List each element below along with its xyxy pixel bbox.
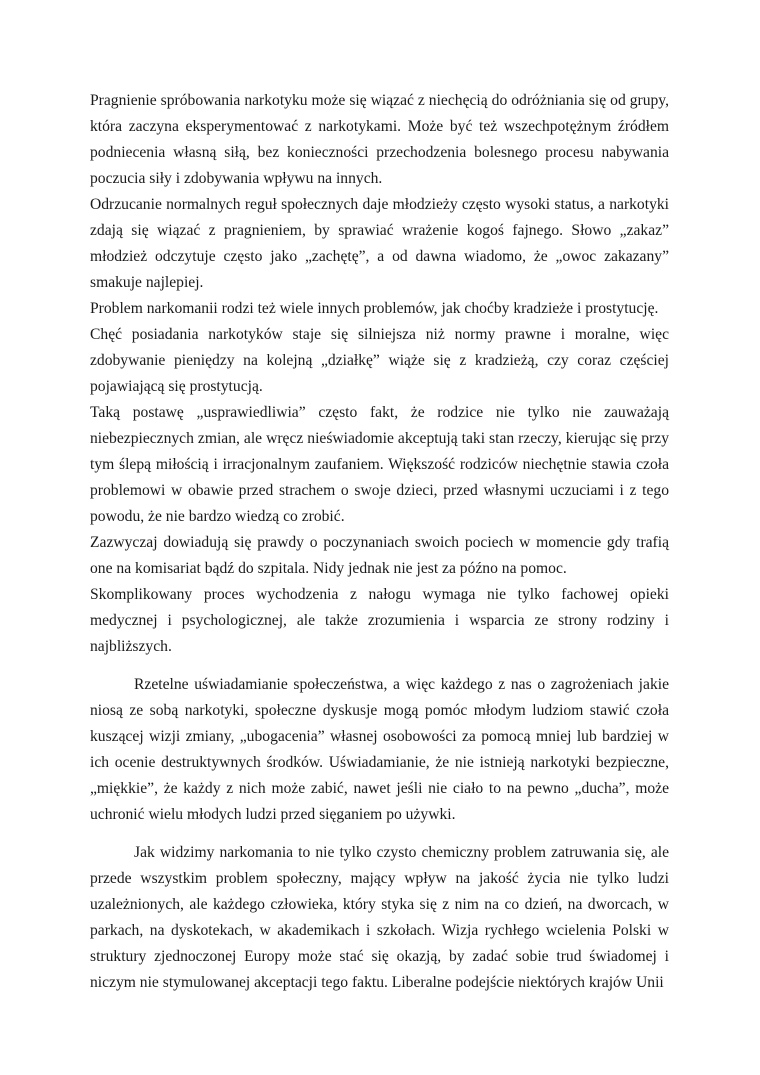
paragraph-education: Rzetelne uświadamianie społeczeństwa, a więc każdego z nas o zagrożeniach jakie niosą ze sobą narkotyki, społeczne dyskusje mogą pomóc młodym ludziom stawić czoła kuszącej wizji zmiany, „ubogacenia” własnej osobowości za pomocą mniej lub bardziej w ich ocenie destruktywnych środków. Uświadamianie, że nie istnieją narkotyki bezpieczne, „miękkie”, że każdy z nich może zabić, nawet jeśli nie ciało to na pewno „ducha”, może uchronić wielu młodych ludzi przed sięganiem po używki.: [90, 676, 669, 823]
paragraph-desire: Pragnienie spróbowania narkotyku może się wiązać z niechęcią do odróżniania się od grupy, która zaczyna eksperymentować z narkotykami. Może być też wszechpotężnym źródłem podniecenia własną siłą, bez konieczności przechodzenia bolesnego procesu nabywania poczucia siły i zdobywania wpływu na innych.: [90, 92, 669, 187]
paragraph-other-problems: Problem narkomanii rodzi też wiele innych problemów, jak choćby kradzieże i prostytucję.: [90, 300, 659, 317]
paragraph-social-rules: Odrzucanie normalnych reguł społecznych daje młodzieży często wysoki status, a narkotyki zdają się wiązać z pragnieniem, by sprawiać wrażenie kogoś fajnego. Słowo „zakaz” młodzież odczytuje często jako „zachętę”, a od dawna wiadomo, że „owoc zakazany” smakuje najlepiej.: [90, 196, 669, 291]
paragraph-parents: Taką postawę „usprawiedliwia” często fakt, że rodzice nie tylko nie zauważają niebezpiecznych zmian, ale wręcz nieświadomie akceptują taki stan rzeczy, kierując się przy tym ślepą miłością i irracjonalnym zaufaniem. Większość rodziców niechętnie stawia czoła problemowi w obawie przed strachem o swoje dzieci, przed własnymi uczuciami i z tego powodu, że nie bardzo wiedzą co zrobić.: [90, 404, 669, 525]
paragraph-theft: Chęć posiadania narkotyków staje się silniejsza niż normy prawne i moralne, więc zdobywanie pieniędzy na kolejną „działkę” wiąże się z kradzieżą, czy coraz częściej pojawiającą się prostytucją.: [90, 326, 669, 395]
paragraph-social-problem: Jak widzimy narkomania to nie tylko czysto chemiczny problem zatruwania się, ale przede wszystkim problem społeczny, mający wpływ na jakość życia nie tylko ludzi uzależnionych, ale każdego człowieka, który styka się z nim na co dzień, na dworcach, w parkach, na dyskotekach, w akademikach i szkołach. Wizja rychłego wcielenia Polski w struktury zjednoczonej Europy może stać się okazją, by zadać sobie trud świadomej i niczym nie stymulowanej akceptacji tego faktu. Liberalne podejście niektórych krajów Unii: [90, 844, 669, 991]
paragraph-discovery: Zazwyczaj dowiadują się prawdy o poczynaniach swoich pociech w momencie gdy trafią one na komisariat bądź do szpitala. Nidy jednak nie jest za późno na pomoc.: [90, 534, 669, 577]
paragraph-recovery: Skomplikowany proces wychodzenia z nałogu wymaga nie tylko fachowej opieki medycznej i psychologicznej, ale także zrozumienia i wsparcia ze strony rodziny i najbliższych.: [90, 586, 669, 655]
document-page: [90, 88, 669, 996]
